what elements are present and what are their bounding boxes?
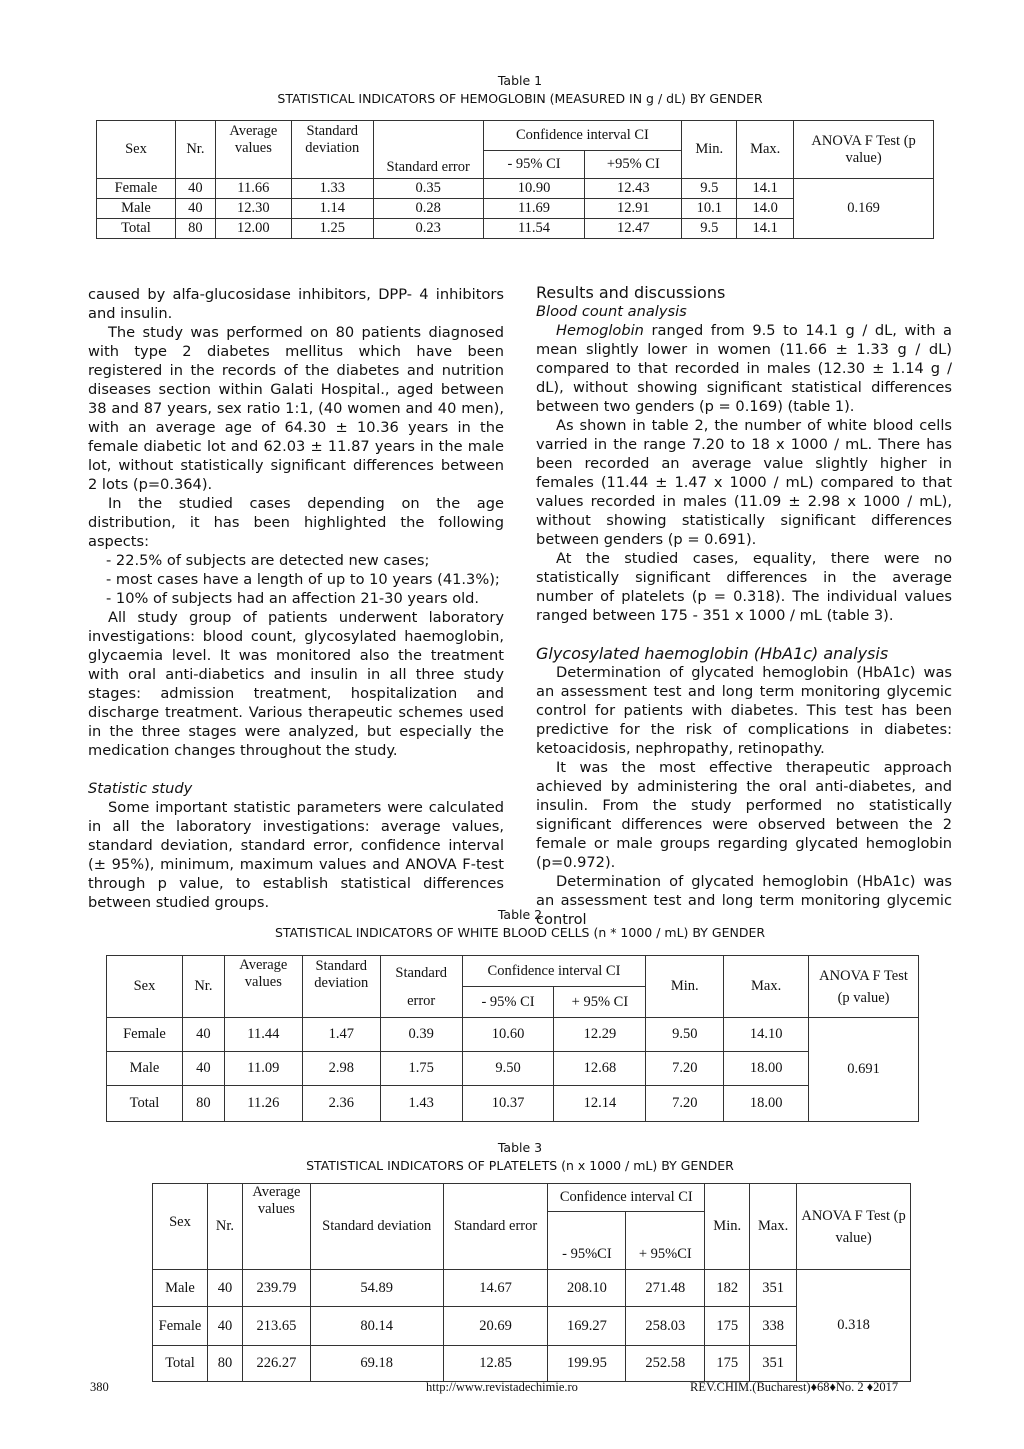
table-cell: 12.47 <box>585 219 682 239</box>
table-cell: Total <box>97 219 176 239</box>
table-cell: 80 <box>182 1086 224 1122</box>
table2-label: Table 2 <box>497 907 543 922</box>
journal-citation: REV.CHIM.(Bucharest)♦68♦No. 2 ♦2017 <box>690 1380 899 1394</box>
table2-header-min: Min. <box>646 956 724 1018</box>
table-cell: 12.85 <box>443 1346 548 1382</box>
table1-anova-value: 0.169 <box>794 179 934 239</box>
table-cell: 80 <box>207 1346 242 1382</box>
table1-label: Table 1 <box>497 73 543 88</box>
table-cell: 239.79 <box>242 1270 310 1307</box>
right-column <box>536 283 952 929</box>
table-cell: 1.43 <box>380 1086 462 1122</box>
table-cell: 14.67 <box>443 1270 548 1307</box>
table3-header-ci-high: + 95%CI <box>626 1212 705 1270</box>
left-column <box>88 285 504 912</box>
table-cell: 12.00 <box>215 219 291 239</box>
table-cell: 12.68 <box>554 1052 646 1086</box>
table-row <box>107 1086 919 1122</box>
table-cell: 1.14 <box>291 199 373 219</box>
table-row <box>153 1270 911 1307</box>
table1-header-se: Standard error <box>373 121 483 179</box>
table-cell: 40 <box>207 1270 242 1307</box>
table-cell: Male <box>107 1052 183 1086</box>
table1-header-ci: Confidence interval CI <box>483 121 682 151</box>
table3-header-sex: Sex <box>153 1184 208 1270</box>
table-cell: 11.54 <box>483 219 585 239</box>
table-cell: 271.48 <box>626 1270 705 1307</box>
table2-header-nr: Nr. <box>182 956 224 1018</box>
left-para-1: caused by alfa-glucosidase inhibitors, DPP- 4 inhibitors and insulin. <box>88 286 504 322</box>
table3-title: STATISTICAL INDICATORS OF PLATELETS (n x 1000 / mL) BY GENDER <box>306 1158 734 1173</box>
table-cell: 0.39 <box>380 1018 462 1052</box>
hemoglobin-term: Hemoglobin <box>556 322 644 339</box>
table-cell: 9.50 <box>646 1018 724 1052</box>
left-list-item-2: - most cases have a length of up to 10 years (41.3%); <box>106 571 500 588</box>
table3-header-min: Min. <box>705 1184 750 1270</box>
left-para-2: The study was performed on 80 patients diagnosed with type 2 diabetes mellitus which have been registered in the records of the diabetes and nutrition diseases section within Galati Hospital., aged between 38 and 87 years, sex ratio 1:1, (40 women and 40 men), with an average age of 64.30 ± 10.36 years in the female diabetic lot and 62.03 ± 11.87 years in the male lot, without statistically significant differences between 2 lots (p=0.364). <box>88 324 504 493</box>
table1-header-anova: ANOVA F Test (p value) <box>794 121 934 179</box>
table-cell: 18.00 <box>724 1086 809 1122</box>
table-cell: 11.66 <box>215 179 291 199</box>
table1-header-ci-low: - 95% CI <box>483 151 585 179</box>
table-cell: 1.75 <box>380 1052 462 1086</box>
journal-url: http://www.revistadechimie.ro <box>426 1380 578 1394</box>
table-cell: 199.95 <box>548 1346 626 1382</box>
table3-header-avg: Average values <box>242 1184 310 1270</box>
table2-header-max: Max. <box>724 956 809 1018</box>
table-cell: 14.10 <box>724 1018 809 1052</box>
table-cell: 0.28 <box>373 199 483 219</box>
table2-anova-value: 0.691 <box>809 1018 919 1122</box>
heading-blood-count: Blood count analysis <box>536 303 687 320</box>
right-para-2: As shown in table 2, the number of white blood cells varried in the range 7.20 to 18 x 1000 / mL. There has been recorded an average value slightly higher in females (11.44 ± 1.47 x 1000 / mL) compared to that values recorded in males (11.09 ± 2.98 x 1000 / mL), without showing statistically significant differences between genders (p = 0.691). <box>536 417 952 548</box>
table-cell: 10.60 <box>462 1018 554 1052</box>
table-cell: 80.14 <box>310 1307 443 1346</box>
table-cell: 40 <box>182 1018 224 1052</box>
table3 <box>152 1183 911 1382</box>
table-cell: 10.1 <box>682 199 737 219</box>
table-cell: 213.65 <box>242 1307 310 1346</box>
table2-title: STATISTICAL INDICATORS OF WHITE BLOOD CELLS (n * 1000 / mL) BY GENDER <box>274 925 766 940</box>
table1-header-sex: Sex <box>97 121 176 179</box>
table-cell: 1.25 <box>291 219 373 239</box>
heading-hba1c: Glycosylated haemoglobin (HbA1c) analysis <box>536 644 889 663</box>
table-cell: 9.5 <box>682 219 737 239</box>
table1-header-nr: Nr. <box>175 121 215 179</box>
table-cell: 12.14 <box>554 1086 646 1122</box>
table1-header-min: Min. <box>682 121 737 179</box>
table-cell: 40 <box>175 179 215 199</box>
table-row <box>107 1052 919 1086</box>
table2-header-se: Standard error <box>380 956 462 1018</box>
table-cell: 80 <box>175 219 215 239</box>
table2-header-avg: Average values <box>224 956 302 1018</box>
page-number: 380 <box>90 1380 109 1394</box>
table-cell: 18.00 <box>724 1052 809 1086</box>
table-cell: Female <box>107 1018 183 1052</box>
table-cell: 11.69 <box>483 199 585 219</box>
table-cell: 20.69 <box>443 1307 548 1346</box>
table-cell: 14.1 <box>737 179 794 199</box>
table-cell: 11.44 <box>224 1018 302 1052</box>
table-cell: 1.47 <box>302 1018 380 1052</box>
right-para-5: It was the most effective therapeutic approach achieved by administering the oral anti-diabetes, and insulin. From the study performed no statistically significant differences were observed between the 2 female or male groups regarding glycated hemoglobin (p=0.972). <box>536 759 952 871</box>
table1 <box>96 120 934 239</box>
table-cell: 40 <box>207 1307 242 1346</box>
right-para-1 <box>536 321 952 416</box>
left-para-4: All study group of patients underwent laboratory investigations: blood count, glycosylated haemoglobin, glycaemia level. It was monitored also the treatment with oral anti-diabetics and insulin in all three study stages: admission treatment, hospitalization and discharge treatment. Various therapeutic schemes used in the three stages were analyzed, but especially the medication changes throughout the study. <box>88 609 504 759</box>
table-cell: 252.58 <box>626 1346 705 1382</box>
table1-title: STATISTICAL INDICATORS OF HEMOGLOBIN (MEASURED IN g / dL) BY GENDER <box>277 91 763 106</box>
table-cell: 12.91 <box>585 199 682 219</box>
table-cell: 12.43 <box>585 179 682 199</box>
table-cell: 338 <box>750 1307 797 1346</box>
left-para-5: Some important statistic parameters were calculated in all the laboratory investigations: average values, standard deviation, standard error, confidence interval (± 95%), minimum, maximum values and ANOVA F-test through p value, to establish statistical differences between studied groups. <box>88 799 504 911</box>
table-cell: 226.27 <box>242 1346 310 1382</box>
table-cell: 169.27 <box>548 1307 626 1346</box>
left-para-3: In the studied cases depending on the age distribution, it has been highlighted the following aspects: <box>88 495 504 550</box>
table-cell: Female <box>153 1307 208 1346</box>
table3-header-ci-low: - 95%CI <box>548 1212 626 1270</box>
right-para-4: Determination of glycated hemoglobin (HbA1c) was an assessment test and long term monitoring glycemic control for patients with diabetes. This test has been predictive for the risk of complications in diabetes: ketoacidosis, nephropathy, retinopathy. <box>536 664 952 757</box>
table-cell: 10.37 <box>462 1086 554 1122</box>
table3-label: Table 3 <box>497 1140 543 1155</box>
table-cell: 175 <box>705 1307 750 1346</box>
table-row <box>107 1018 919 1052</box>
left-list-item-1: - 22.5% of subjects are detected new cases; <box>106 552 430 569</box>
table3-header-ci: Confidence interval CI <box>548 1184 705 1212</box>
table2-header-ci-low: - 95% CI <box>462 987 554 1018</box>
table3-header-max: Max. <box>750 1184 797 1270</box>
table-cell: 2.36 <box>302 1086 380 1122</box>
table-cell: 7.20 <box>646 1086 724 1122</box>
table-cell: 175 <box>705 1346 750 1382</box>
table2-header-anova: ANOVA F Test (p value) <box>809 956 919 1018</box>
table3-header-nr: Nr. <box>207 1184 242 1270</box>
table-cell: 351 <box>750 1270 797 1307</box>
table2 <box>106 955 919 1122</box>
table2-header-ci: Confidence interval CI <box>462 956 646 987</box>
right-para-1-text: ranged from 9.5 to 14.1 g / dL, with a mean slightly lower in women (11.66 ± 1.33 g / dL) compared to that recorded in males (12.30 ± 1.14 g / dL), without showing significant statistical differences between two genders (p = 0.169) (table 1). <box>536 322 952 415</box>
table-cell: 10.90 <box>483 179 585 199</box>
table-cell: 40 <box>182 1052 224 1086</box>
table-cell: Total <box>153 1346 208 1382</box>
table1-header-avg: Average values <box>215 121 291 179</box>
table-row <box>97 179 934 199</box>
table-cell: 12.29 <box>554 1018 646 1052</box>
heading-results: Results and discussions <box>536 283 726 302</box>
table-cell: 14.0 <box>737 199 794 219</box>
table-cell: 1.33 <box>291 179 373 199</box>
table-cell: 0.35 <box>373 179 483 199</box>
table-cell: 351 <box>750 1346 797 1382</box>
right-para-6: Determination of glycated hemoglobin (HbA1c) was an assessment test and long term monitoring glycemic control <box>536 873 952 928</box>
table1-header-ci-high: +95% CI <box>585 151 682 179</box>
table3-header-anova: ANOVA F Test (p value) <box>797 1184 911 1270</box>
table-cell: 0.23 <box>373 219 483 239</box>
table2-header-sd: Standard deviation <box>302 956 380 1018</box>
table2-header-ci-high: + 95% CI <box>554 987 646 1018</box>
table-cell: Total <box>107 1086 183 1122</box>
table-cell: 9.5 <box>682 179 737 199</box>
table3-anova-value: 0.318 <box>797 1270 911 1382</box>
table-cell: 11.26 <box>224 1086 302 1122</box>
table-cell: 182 <box>705 1270 750 1307</box>
table-cell: 9.50 <box>462 1052 554 1086</box>
table-cell: 258.03 <box>626 1307 705 1346</box>
table2-header-sex: Sex <box>107 956 183 1018</box>
table-cell: 12.30 <box>215 199 291 219</box>
right-para-3: At the studied cases, equality, there were no statistically significant differences in the average number of platelets (p = 0.318). The individual values ranged between 175 - 351 x 1000 / mL (table 3). <box>536 550 952 624</box>
table-cell: 69.18 <box>310 1346 443 1382</box>
table-cell: 11.09 <box>224 1052 302 1086</box>
table3-header-sd: Standard deviation <box>310 1184 443 1270</box>
table-cell: 208.10 <box>548 1270 626 1307</box>
table1-header-sd: Standard deviation <box>291 121 373 179</box>
heading-statistic-study: Statistic study <box>88 780 193 797</box>
table-cell: Male <box>97 199 176 219</box>
left-list-item-3: - 10% of subjects had an affection 21-30 years old. <box>106 590 480 607</box>
table-cell: 7.20 <box>646 1052 724 1086</box>
table-cell: 2.98 <box>302 1052 380 1086</box>
table-cell: 54.89 <box>310 1270 443 1307</box>
table-cell: 14.1 <box>737 219 794 239</box>
table-cell: Male <box>153 1270 208 1307</box>
table3-header-se: Standard error <box>443 1184 548 1270</box>
table-cell: Female <box>97 179 176 199</box>
table1-header-max: Max. <box>737 121 794 179</box>
table-cell: 40 <box>175 199 215 219</box>
